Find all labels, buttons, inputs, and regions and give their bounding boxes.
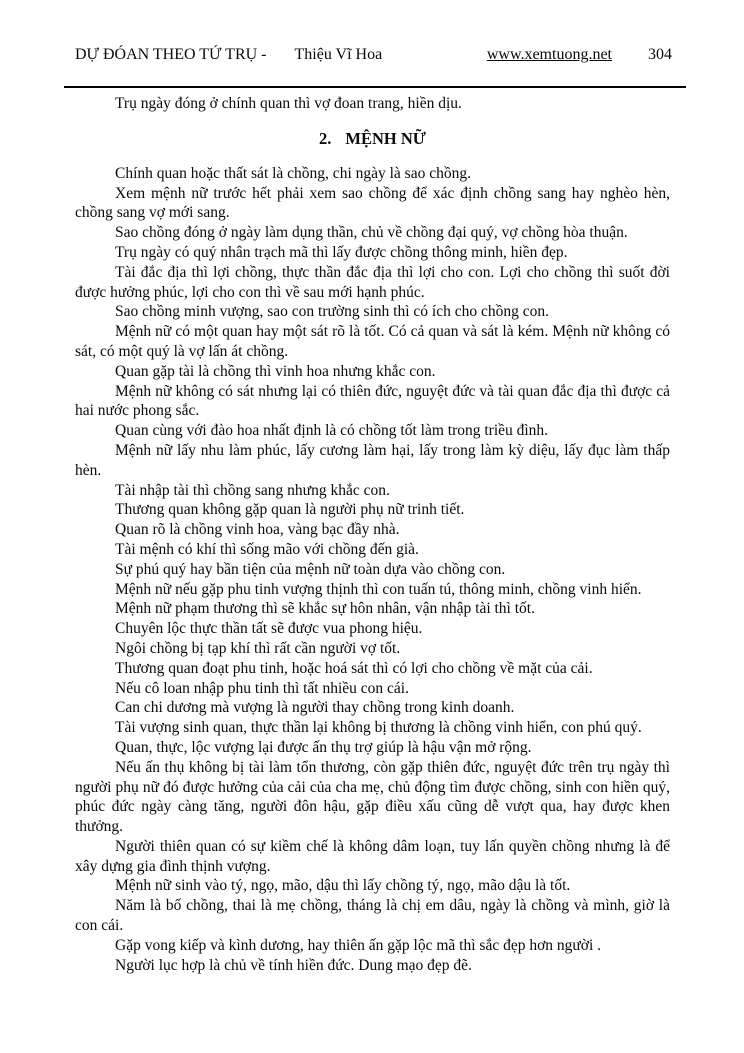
- paragraph: Tài đắc địa thì lợi chồng, thực thần đắc địa thì lợi cho con. Lợi cho chồng thì suốt đời được hưởng phúc, lợi cho con thì về sau mới hạnh phúc.: [75, 263, 670, 301]
- paragraph: Người thiên quan có sự kiềm chế là không dâm loạn, tuy lấn quyền chồng nhưng là để xây dựng gia đình thịnh vượng.: [75, 837, 670, 875]
- paragraph: Chuyên lộc thực thần tất sẽ được vua phong hiệu.: [115, 620, 423, 638]
- paragraph: Quan cùng với đào hoa nhất định là có chồng tốt làm trong triều đình.: [115, 422, 549, 440]
- paragraph: Xem mệnh nữ trước hết phải xem sao chồng để xác định chồng sang hay nghèo hèn, chồng sang vợ mới sang.: [75, 184, 670, 222]
- paragraph: Quan, thực, lộc vượng lại được ấn thụ trợ giúp là hậu vận mở rộng.: [115, 738, 532, 756]
- section-heading: [75, 128, 670, 149]
- paragraph: Ngôi chồng bị tạp khí thì rất cần người vợ tốt.: [115, 639, 401, 657]
- paragraph: Trụ ngày có quý nhân trạch mã thì lấy được chồng thông minh, hiền đẹp.: [115, 243, 568, 261]
- paragraph: Sao chồng đóng ở ngày làm dụng thần, chủ về chồng đại quý, vợ chồng hòa thuận.: [115, 224, 628, 242]
- paragraph: Mệnh nữ có một quan hay một sát rõ là tốt. Có cả quan và sát là kém. Mệnh nữ không có sát, có một quý là vợ lấn át chồng.: [75, 323, 670, 360]
- section-title: MỆNH NỮ: [345, 128, 426, 148]
- site-url: www.xemtuong.net: [486, 46, 612, 63]
- section-number: 2.: [319, 128, 332, 148]
- intro-paragraph: Trụ ngày đóng ở chính quan thì vợ đoan trang, hiền dịu.: [115, 95, 462, 112]
- paragraph: Gặp vong kiếp và kình dương, hay thiên ấn gặp lộc mã thì sắc đẹp hơn người .: [115, 936, 602, 954]
- author-name: Thiệu Vĩ Hoa: [294, 46, 383, 63]
- paragraph: Nếu cô loan nhập phu tinh thì tất nhiều con cái.: [115, 679, 409, 697]
- paragraph: Quan rõ là chồng vinh hoa, vàng bạc đầy nhà.: [115, 521, 400, 539]
- paragraph: Tài nhập tài thì chồng sang nhưng khắc con.: [115, 481, 390, 499]
- paragraph: Chính quan hoặc thất sát là chồng, chi ngày là sao chồng.: [115, 164, 471, 182]
- paragraph: Mệnh nữ không có sát nhưng lại có thiên đức, nguyệt đức và tài quan đắc địa thì được cả hai nước phong sắc.: [75, 382, 670, 420]
- paragraph: Thương quan không gặp quan là người phụ nữ trinh tiết.: [115, 501, 465, 519]
- paragraph: Người lục hợp là chủ về tính hiền đức. Dung mạo đẹp đẽ.: [115, 956, 472, 974]
- paragraph: Sao chồng minh vượng, sao con trường sinh thì có ích cho chồng con.: [115, 303, 549, 321]
- paragraph: Tài vượng sinh quan, thực thần lại không bị thương là chồng vinh hiển, con phú quý.: [115, 719, 642, 737]
- paragraph: Tài mệnh có khí thì sống mão với chồng đến già.: [115, 540, 419, 558]
- paragraph: Thương quan đoạt phu tinh, hoặc hoá sát thì có lợi cho chồng về mặt của cải.: [115, 659, 593, 677]
- paragraph: Quan gặp tài là chồng thì vinh hoa nhưng khắc con.: [115, 362, 436, 380]
- paragraph: Nếu ấn thụ không bị tài làm tổn thương, còn gặp thiên đức, nguyệt đức trên trụ ngày thì người phụ nữ đó được hưởng của cải của cha mẹ, chủ động tìm được chồng, sinh con hiền quý, phúc đức ngày càng tăng, người đôn hậu, gặp điều xấu cũng dễ vượt qua, hay được khen thưởng.: [75, 758, 670, 836]
- paragraph: Mệnh nữ phạm thương thì sẽ khắc sự hôn nhân, vận nhập tài thì tốt.: [115, 600, 535, 618]
- book-title: DỰ ĐÓAN THEO TỨ TRỤ -: [75, 46, 267, 63]
- paragraph: Mệnh nữ sinh vào tý, ngọ, mão, dậu thì lấy chồng tý, ngọ, mão dậu là tốt.: [115, 877, 571, 895]
- header-rule: [64, 86, 686, 88]
- page-body: [75, 94, 670, 975]
- paragraph: Mệnh nữ nếu gặp phu tinh vượng thịnh thì con tuấn tú, thông minh, chồng vinh hiển.: [115, 580, 642, 598]
- paragraph: Năm là bố chồng, thai là mẹ chồng, tháng là chị em dâu, ngày là chồng và mình, giờ là con cái.: [75, 897, 670, 935]
- paragraph: Sự phú quý hay bần tiện của mệnh nữ toàn dựa vào chồng con.: [115, 560, 506, 578]
- page-number: 304: [648, 46, 672, 63]
- paragraph: Can chi dương mà vượng là người thay chồng trong kinh doanh.: [115, 699, 515, 717]
- paragraph: Mệnh nữ lấy nhu làm phúc, lấy cương làm hại, lấy trong làm kỳ diệu, lấy đục làm thấp hèn.: [75, 441, 670, 479]
- body-paragraphs: [75, 164, 670, 976]
- page-header: [0, 0, 744, 65]
